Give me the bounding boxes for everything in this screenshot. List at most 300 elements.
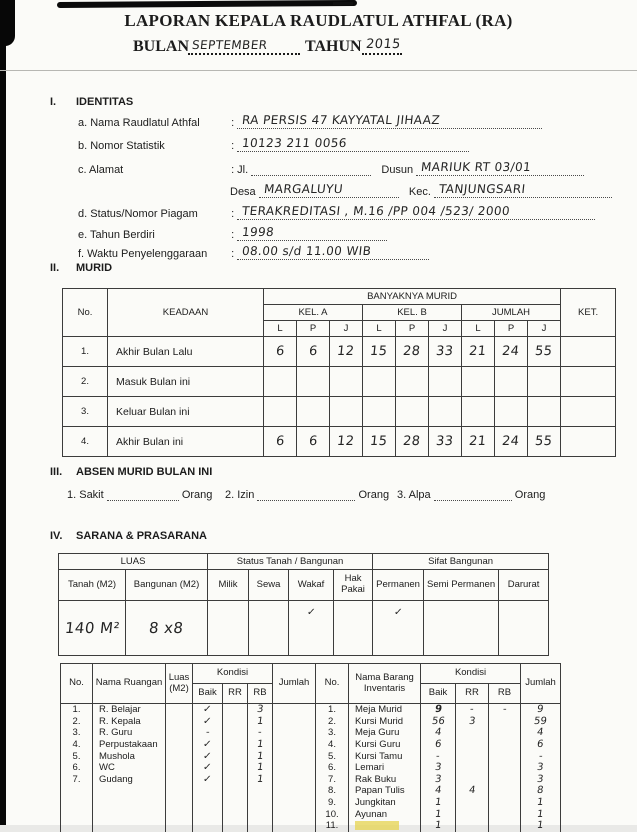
cell-no: 5.: [61, 750, 93, 762]
identitas-row-nama: [78, 114, 542, 129]
cell-no: 6.: [316, 762, 349, 774]
cell-baik: 1: [421, 808, 456, 820]
cell-rr: [456, 762, 489, 774]
cell-ruangan: Perpustakaan: [93, 739, 166, 751]
cell-keadaan: Akhir Bulan Lalu: [108, 337, 264, 367]
cell-baik: 56: [421, 716, 456, 728]
cell-jumlah: 3: [521, 774, 561, 786]
cell-ruangan: WC: [93, 762, 166, 774]
cell-semi-permanen: [424, 601, 499, 656]
colon: :: [231, 140, 235, 152]
header-nama-barang: Nama Barang Inventaris: [349, 664, 421, 704]
cell-jumlah: 1: [521, 797, 561, 809]
cell-value: [330, 367, 363, 397]
cell-jumlah: 9: [521, 704, 561, 716]
cell-rb: [489, 820, 521, 832]
cell-barang: Kursi Tamu: [349, 750, 421, 762]
cell-value: [330, 397, 363, 427]
cell-rb: [489, 797, 521, 809]
colon: :: [231, 229, 235, 241]
inventory-row: [61, 774, 561, 786]
cell-baik: 1: [421, 797, 456, 809]
header-kel-b: KEL. B: [363, 305, 462, 321]
cell-luas: [166, 716, 193, 728]
cell-value: [363, 367, 396, 397]
header-kondisi: Kondisi: [421, 664, 521, 684]
colon: :: [231, 248, 235, 260]
field-label: e. Tahun Berdiri: [78, 229, 155, 241]
cell-value: [495, 397, 528, 427]
cell-no: 4.: [61, 739, 93, 751]
cell-ruangan: Gudang: [93, 774, 166, 786]
waktu-field: [237, 245, 429, 260]
inventory-row-partial: [61, 820, 561, 832]
murid-row: [63, 367, 616, 397]
cell-value: 6: [297, 427, 330, 457]
dotted-leader: [188, 39, 300, 55]
absen-suffix: Orang: [514, 489, 546, 501]
cell-value: 15: [363, 427, 396, 457]
section-identitas-heading: [50, 96, 133, 108]
kec-label: Kec.: [408, 186, 431, 198]
header-keadaan: KEADAAN: [108, 289, 264, 337]
cell-ruangan: [93, 808, 166, 820]
cell-luas: [166, 820, 193, 832]
header-semi-permanen: Semi Permanen: [424, 570, 499, 601]
cell-value: 55: [528, 427, 561, 457]
header-luas: LUAS: [59, 554, 208, 570]
cell-rb: [248, 820, 273, 832]
section-title: ABSEN MURID BULAN INI: [76, 466, 213, 478]
inventory-row: [61, 762, 561, 774]
identitas-row-alamat: [78, 161, 584, 176]
desa-label: Desa: [230, 186, 256, 198]
murid-row: [63, 427, 616, 457]
cell-value: [396, 397, 429, 427]
header-no: No.: [61, 664, 93, 704]
header-rr: RR: [223, 684, 248, 704]
section-number: I.: [50, 96, 57, 108]
header-baik: Baik: [421, 684, 456, 704]
section-number: II.: [50, 262, 60, 274]
cell-baik: 6: [421, 739, 456, 751]
header-p: P: [297, 321, 330, 337]
cell-value: 33: [429, 337, 462, 367]
scan-artifact-dash: [333, 2, 353, 5]
cell-value: [264, 367, 297, 397]
header-rb: RB: [248, 684, 273, 704]
cell-ket: [561, 397, 616, 427]
cell-barang: Kursi Murid: [349, 716, 421, 728]
murid-row: [63, 337, 616, 367]
highlight-mark: [355, 821, 399, 830]
cell-value: [495, 367, 528, 397]
cell-ruangan: [93, 797, 166, 809]
cell-rr: [223, 727, 248, 739]
cell-rr: [223, 739, 248, 751]
murid-row: [63, 397, 616, 427]
cell-jumlah: [273, 820, 316, 832]
scan-artifact-left-edge: [0, 0, 6, 825]
cell-luas: [166, 797, 193, 809]
cell-ruangan: [93, 785, 166, 797]
cell-rb: [489, 762, 521, 774]
cell-baik: [193, 808, 223, 820]
identitas-row-berdiri: [78, 226, 387, 241]
jl-label: : Jl.: [231, 164, 249, 176]
statistik-value: 10123 211 0056: [241, 136, 348, 150]
cell-value: [297, 397, 330, 427]
cell-ruangan: R. Belajar: [93, 704, 166, 716]
sakit-field: [107, 486, 179, 501]
cell-no: 1.: [316, 704, 349, 716]
cell-value: [264, 397, 297, 427]
cell-no: 3.: [61, 727, 93, 739]
cell-keadaan: Masuk Bulan ini: [108, 367, 264, 397]
cell-no: 4.: [316, 739, 349, 751]
desa-value: MARGALUYU: [263, 182, 344, 196]
cell-no: 8.: [316, 785, 349, 797]
absen-suffix: Orang: [181, 489, 213, 501]
cell-no: [61, 785, 93, 797]
cell-baik: ✓: [193, 716, 223, 728]
header-no: No.: [316, 664, 349, 704]
header-milik: Milik: [208, 570, 249, 601]
cell-rr: [223, 762, 248, 774]
cell-baik: -: [193, 727, 223, 739]
tahun-value: 2015: [365, 37, 402, 52]
cell-value: 12: [330, 337, 363, 367]
cell-baik: 4: [421, 727, 456, 739]
cell-baik: ✓: [193, 762, 223, 774]
cell-rb: -: [248, 727, 273, 739]
cell-no: [61, 820, 93, 832]
cell-value: 28: [396, 337, 429, 367]
cell-jumlah: -: [521, 750, 561, 762]
header-jumlah: Jumlah: [273, 664, 316, 704]
sarana-table: [58, 553, 549, 656]
cell-no: 1.: [63, 337, 108, 367]
cell-no: 7.: [61, 774, 93, 786]
cell-value: [528, 397, 561, 427]
section-absen-heading: [50, 466, 212, 478]
cell-wakaf: [289, 601, 334, 656]
cell-rb: [248, 785, 273, 797]
cell-rr: [223, 716, 248, 728]
cell-rb: [489, 750, 521, 762]
dusun-value: MARIUK RT 03/01: [420, 160, 533, 174]
section-title: MURID: [76, 262, 113, 274]
piagam-field: [237, 205, 595, 220]
cell-barang: [349, 820, 421, 832]
cell-rb: 1: [248, 762, 273, 774]
cell-barang: Lemari: [349, 762, 421, 774]
absen-item-sakit: [67, 486, 212, 501]
inventory-row: [61, 727, 561, 739]
cell-value: [462, 367, 495, 397]
section-number: III.: [50, 466, 63, 478]
absen-label: 3. Alpa: [397, 489, 431, 501]
cell-no: 3.: [316, 727, 349, 739]
cell-baik: 3: [421, 762, 456, 774]
cell-value: 12: [330, 427, 363, 457]
dusun-field: [416, 161, 584, 176]
cell-barang: Meja Murid: [349, 704, 421, 716]
colon: :: [231, 208, 235, 220]
cell-baik: 3: [421, 774, 456, 786]
cell-value: 24: [495, 427, 528, 457]
piagam-value: TERAKREDITASI , M.16 /PP 004 /523/ 2000: [241, 204, 511, 218]
cell-luas: [166, 808, 193, 820]
section-title: SARANA & PRASARANA: [76, 530, 207, 542]
section-title: IDENTITAS: [76, 96, 134, 108]
header-wakaf: Wakaf: [289, 570, 334, 601]
cell-rr: [456, 774, 489, 786]
scan-artifact-streak: [57, 0, 357, 8]
cell-jumlah: 1: [521, 808, 561, 820]
header-jumlah: JUMLAH: [462, 305, 561, 321]
cell-baik: ✓: [193, 750, 223, 762]
cell-rr: [223, 785, 248, 797]
cell-baik: 1: [421, 820, 456, 832]
murid-table: [62, 288, 616, 457]
cell-barang: Jungkitan: [349, 797, 421, 809]
cell-rb: [489, 716, 521, 728]
header-p: P: [495, 321, 528, 337]
cell-no: 7.: [316, 774, 349, 786]
cell-ket: [561, 337, 616, 367]
cell-luas: [166, 739, 193, 751]
cell-rr: [223, 808, 248, 820]
cell-jumlah: [273, 704, 316, 716]
absen-suffix: Orang: [358, 489, 390, 501]
cell-baik: 4: [421, 785, 456, 797]
identitas-row-statistik: [78, 137, 469, 152]
cell-rb: -: [489, 704, 521, 716]
cell-no: 1.: [61, 704, 93, 716]
cell-rb: [248, 797, 273, 809]
cell-value: [396, 367, 429, 397]
cell-no: 4.: [63, 427, 108, 457]
nama-ra-value: RA PERSIS 47 KAYYATAL JIHAAZ: [241, 113, 441, 127]
cell-darurat: [499, 601, 549, 656]
cell-value: 33: [429, 427, 462, 457]
cell-no: 9.: [316, 797, 349, 809]
field-label: c. Alamat: [78, 164, 124, 176]
inventory-row: [61, 808, 561, 820]
cell-value: 6: [264, 427, 297, 457]
absen-item-izin: [225, 486, 389, 501]
cell-rb: 1: [248, 716, 273, 728]
cell-jumlah: [273, 716, 316, 728]
cell-rr: 4: [456, 785, 489, 797]
cell-jumlah: 1: [521, 820, 561, 832]
cell-barang: Meja Guru: [349, 727, 421, 739]
dusun-label: Dusun: [381, 164, 414, 176]
cell-rr: -: [456, 704, 489, 716]
cell-rr: 3: [456, 716, 489, 728]
cell-value: 6: [297, 337, 330, 367]
cell-keadaan: Akhir Bulan ini: [108, 427, 264, 457]
checkmark: ✓: [393, 607, 404, 618]
cell-rb: 3: [248, 704, 273, 716]
checkmark: ✓: [306, 607, 316, 618]
cell-rr: [223, 774, 248, 786]
header-kondisi: Kondisi: [193, 664, 273, 684]
cell-jumlah: [273, 762, 316, 774]
kec-field: [434, 183, 612, 198]
cell-keadaan: Keluar Bulan ini: [108, 397, 264, 427]
cell-no: 3.: [63, 397, 108, 427]
cell-jumlah: [273, 774, 316, 786]
tahun-label: TAHUN: [305, 38, 362, 55]
cell-rr: [223, 797, 248, 809]
inventory-row: [61, 716, 561, 728]
cell-baik: [193, 785, 223, 797]
nama-ra-field: [237, 114, 542, 129]
cell-no: [61, 797, 93, 809]
izin-field: [257, 486, 355, 501]
header-rb: RB: [489, 684, 521, 704]
cell-luas: [166, 727, 193, 739]
cell-luas: [166, 774, 193, 786]
cell-no: [61, 808, 93, 820]
header-jumlah: Jumlah: [521, 664, 561, 704]
cell-value: [363, 397, 396, 427]
header-kel-a: KEL. A: [264, 305, 363, 321]
cell-luas: [166, 704, 193, 716]
section-number: IV.: [50, 530, 63, 542]
header-darurat: Darurat: [499, 570, 549, 601]
field-label: a. Nama Raudlatul Athfal: [78, 117, 200, 129]
section-murid-heading: [50, 262, 112, 274]
cell-value: 21: [462, 427, 495, 457]
cell-rb: [489, 808, 521, 820]
header-permanen: Permanen: [373, 570, 424, 601]
cell-rr: [223, 820, 248, 832]
field-label: b. Nomor Statistik: [78, 140, 165, 152]
cell-ket: [561, 367, 616, 397]
identitas-row-desa: [230, 183, 612, 198]
cell-ruangan: Mushola: [93, 750, 166, 762]
header-l: L: [363, 321, 396, 337]
header-hak-pakai: Hak Pakai: [334, 570, 373, 601]
cell-jumlah: [273, 808, 316, 820]
header-j: J: [429, 321, 462, 337]
cell-no: 11.: [316, 820, 349, 832]
header-rr: RR: [456, 684, 489, 704]
cell-no: 10.: [316, 808, 349, 820]
cell-no: 2.: [61, 716, 93, 728]
desa-field: [259, 183, 399, 198]
cell-ruangan: R. Guru: [93, 727, 166, 739]
cell-baik: [193, 820, 223, 832]
cell-rr: [456, 820, 489, 832]
cell-jumlah: 59: [521, 716, 561, 728]
dotted-leader: [362, 39, 402, 55]
berdiri-value: 1998: [241, 225, 276, 239]
header-l: L: [264, 321, 297, 337]
cell-baik: 9: [421, 704, 456, 716]
header-p: P: [396, 321, 429, 337]
header-sifat-bangunan: Sifat Bangunan: [373, 554, 549, 570]
cell-rb: 1: [248, 739, 273, 751]
cell-rb: [489, 739, 521, 751]
cell-value: [462, 397, 495, 427]
header-banyaknya-murid: BANYAKNYA MURID: [264, 289, 561, 305]
cell-value: [297, 367, 330, 397]
cell-milik: [208, 601, 249, 656]
cell-rr: [456, 727, 489, 739]
cell-luas: [166, 762, 193, 774]
cell-barang: Rak Buku: [349, 774, 421, 786]
cell-value: 55: [528, 337, 561, 367]
bulan-field: [188, 39, 300, 60]
cell-baik: [193, 797, 223, 809]
cell-baik: -: [421, 750, 456, 762]
cell-barang: Kursi Guru: [349, 739, 421, 751]
cell-no: 2.: [316, 716, 349, 728]
page-title: LAPORAN KEPALA RAUDLATUL ATHFAL (RA): [124, 11, 513, 30]
inventory-row: [61, 750, 561, 762]
alpa-field: [434, 486, 512, 501]
cell-value: [528, 367, 561, 397]
cell-hak-pakai: [334, 601, 373, 656]
bulan-value: SEPTEMBER: [191, 38, 269, 52]
waktu-value: 08.00 s/d 11.00 WIB: [241, 244, 373, 258]
field-label: f. Waktu Penyelenggaraan: [78, 248, 208, 260]
cell-no: 2.: [63, 367, 108, 397]
section-sarana-heading: [50, 530, 207, 542]
cell-sewa: [249, 601, 289, 656]
cell-jumlah: [273, 739, 316, 751]
inventory-table: [60, 663, 561, 832]
inventory-row: [61, 797, 561, 809]
cell-baik: ✓: [193, 704, 223, 716]
cell-jumlah: [273, 785, 316, 797]
cell-value: 24: [495, 337, 528, 367]
cell-jumlah: 6: [521, 739, 561, 751]
cell-barang: Papan Tulis: [349, 785, 421, 797]
absen-item-alpa: [397, 486, 545, 501]
cell-value: 15: [363, 337, 396, 367]
identitas-row-piagam: [78, 205, 595, 220]
cell-jumlah: [273, 797, 316, 809]
cell-rb: [489, 727, 521, 739]
cell-value: [429, 367, 462, 397]
cell-rr: [456, 739, 489, 751]
cell-rb: [248, 808, 273, 820]
header-l: L: [462, 321, 495, 337]
cell-luas: [166, 750, 193, 762]
cell-ruangan: R. Kepala: [93, 716, 166, 728]
cell-no: 5.: [316, 750, 349, 762]
header-no: No.: [63, 289, 108, 337]
cell-rb: [489, 774, 521, 786]
header-nama-ruangan: Nama Ruangan: [93, 664, 166, 704]
field-label: d. Status/Nomor Piagam: [78, 208, 198, 220]
cell-jumlah: 3: [521, 762, 561, 774]
cell-barang: Ayunan: [349, 808, 421, 820]
cell-baik: ✓: [193, 739, 223, 751]
cell-jumlah: 4: [521, 727, 561, 739]
bulan-label: BULAN: [133, 38, 190, 55]
tahun-field: [362, 39, 402, 60]
cell-luas-tanah: 140 M²: [59, 601, 126, 656]
cell-rb: [489, 785, 521, 797]
cell-rb: 1: [248, 774, 273, 786]
header-tanah: Tanah (M2): [59, 570, 126, 601]
